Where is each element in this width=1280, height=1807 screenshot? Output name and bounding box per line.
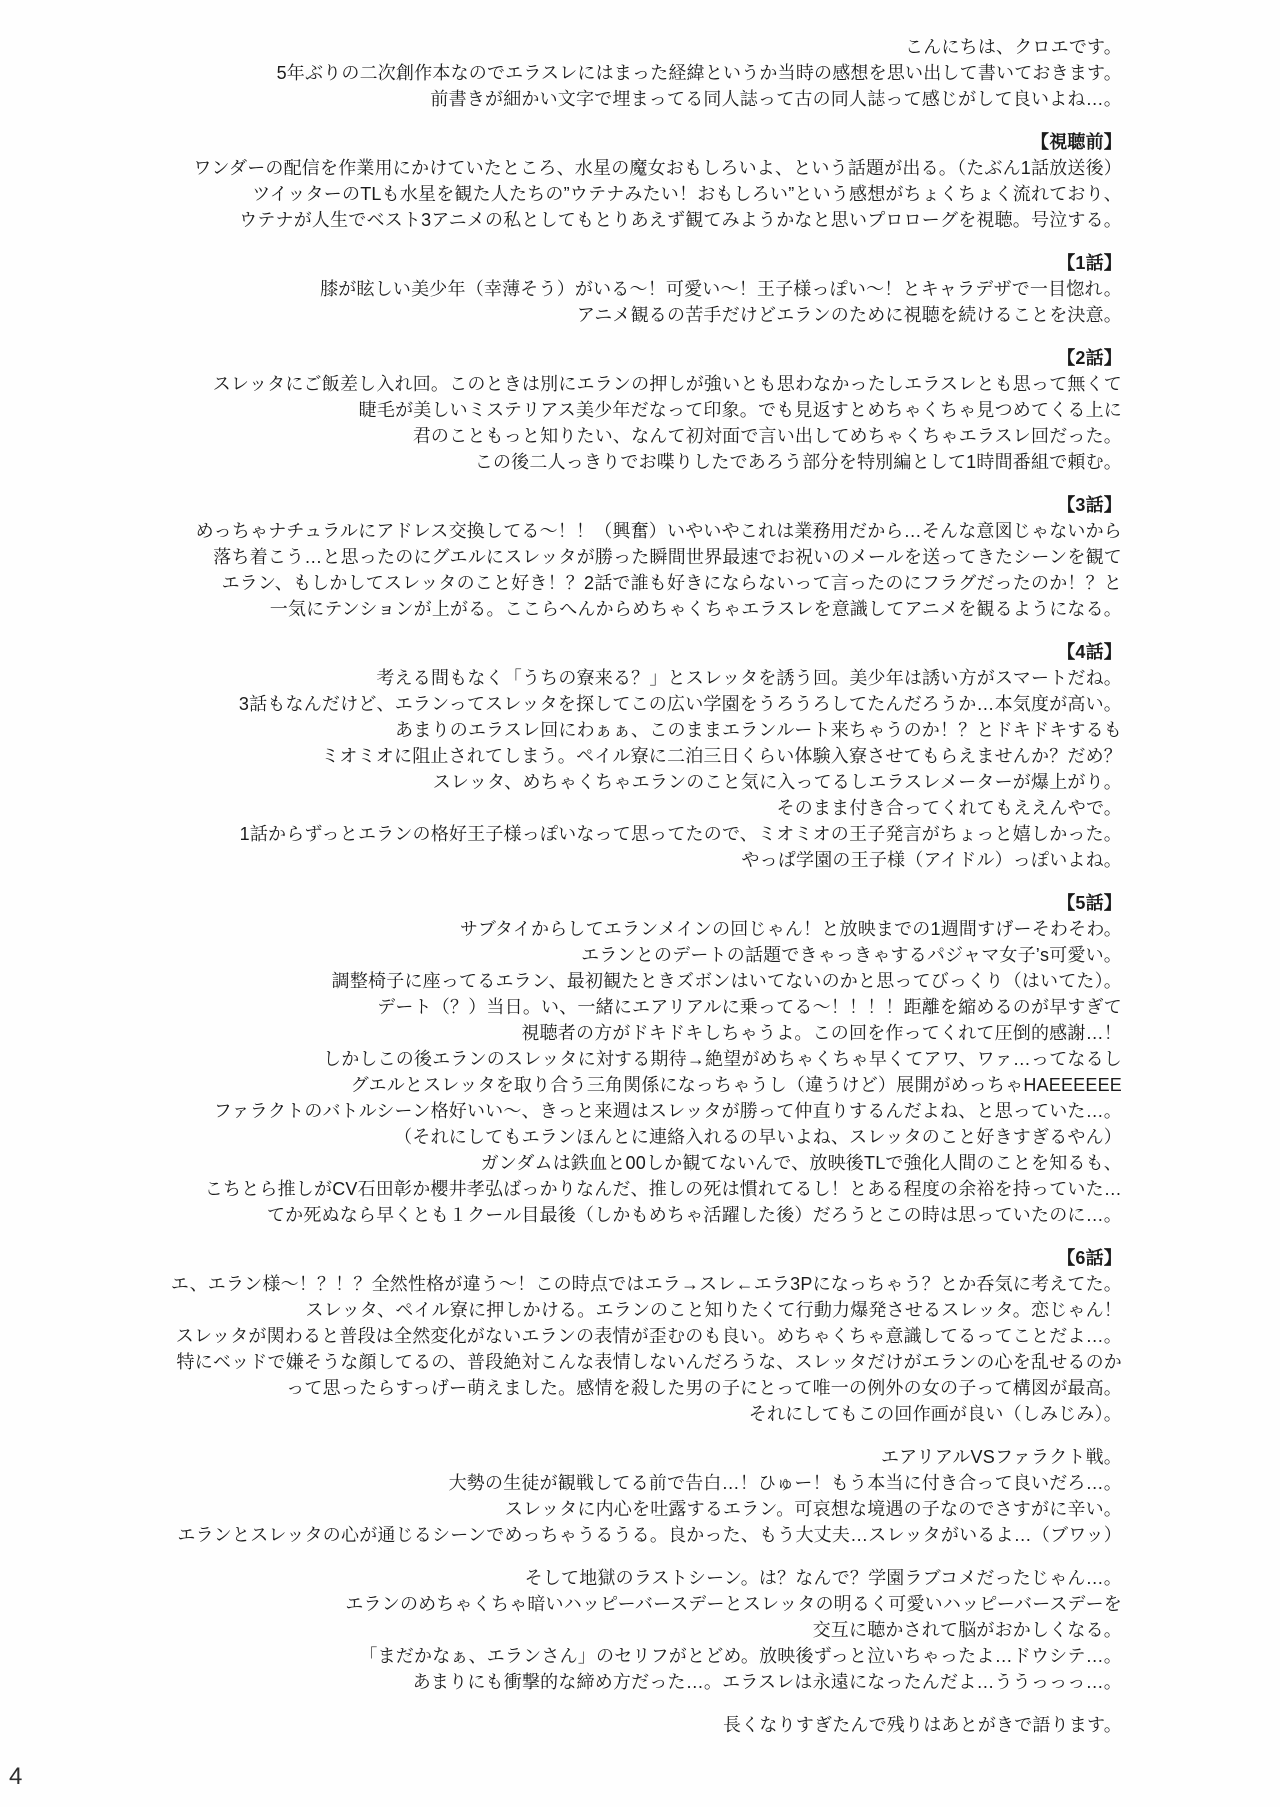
- text-line: 5年ぶりの二次創作本なのでエラスレにはまった経緯というか当時の感想を思い出して書いておきます。: [276, 63, 1122, 83]
- text-line: こちとら推しがCV石田彰か櫻井孝弘ばっかりなんだ、推しの死は慣れてるし！とある程度の余裕を持っていた…: [204, 1179, 1122, 1199]
- text-line: エ、エラン様〜！？！？全然性格が違う〜！この時点ではエラ→スレ←エラ3Pになっちゃう？とか呑気に考えてた。: [170, 1274, 1122, 1294]
- text-line: 前書きが細かい文字で埋まってる同人誌って古の同人誌って感じがして良いよね…。: [430, 89, 1122, 109]
- text-line: アニメ観るの苦手だけどエランのために視聴を続けることを決意。: [576, 305, 1122, 325]
- text-line: 特にベッドで嫌そうな顔してるの、普段絶対こんな表情しないんだろうな、スレッタだけがエランの心を乱せるのか: [176, 1352, 1122, 1372]
- text-line: てか死ぬなら早くとも１クール目最後（しかもめちゃ活躍した後）だろうとこの時は思っていたのに…。: [266, 1205, 1122, 1225]
- text-line: めっちゃナチュラルにアドレス交換してる〜！！（興奮）いやいやこれは業務用だから…そんな意図じゃないから: [195, 521, 1122, 541]
- text-line: ツイッターのTLも水星を観た人たちの”ウテナみたい！おもしろい”という感想がちょくちょく流れており、: [252, 184, 1122, 204]
- text-line: スレッタが関わると普段は全然変化がないエランの表情が歪むのも良い。めちゃくちゃ意識してるってことだよ…。: [175, 1326, 1122, 1346]
- paragraph: [150, 1565, 1122, 1695]
- paragraph: [150, 345, 1122, 475]
- text-line: スレッタ、めちゃくちゃエランのこと気に入ってるしエラスレメーターが爆上がり。: [432, 772, 1122, 792]
- text-line: この後二人っきりでお喋りしたであろう部分を特別編として1時間番組で頼む。: [474, 452, 1122, 472]
- text-line: 長くなりすぎたんで残りはあとがきで語ります。: [723, 1715, 1122, 1735]
- paragraph: [150, 890, 1122, 1228]
- text-line: 膝が眩しい美少年（幸薄そう）がいる〜！可愛い〜！王子様っぽい〜！とキャラデザで一目惚れ。: [320, 279, 1122, 299]
- text-line: そのまま付き合ってくれてもええんやで。: [776, 798, 1122, 818]
- text-line: 交互に聴かされて脳がおかしくなる。: [812, 1620, 1122, 1640]
- paragraph: [150, 1444, 1122, 1548]
- text-line: ファラクトのバトルシーン格好いい〜、きっと来週はスレッタが勝って仲直りするんだよね、と思っていた…。: [213, 1101, 1122, 1121]
- text-line: エランのめちゃくちゃ暗いハッピーバースデーとスレッタの明るく可愛いハッピーバースデーを: [345, 1594, 1122, 1614]
- text-line: そして地獄のラストシーン。は？なんで？学園ラブコメだったじゃん…。: [524, 1568, 1122, 1588]
- paragraph: [150, 639, 1122, 873]
- text-line: 睫毛が美しいミステリアス美少年だなって印象。でも見返すとめちゃくちゃ見つめてくる上に: [358, 400, 1122, 420]
- section-header: 【2話】: [1057, 348, 1122, 368]
- paragraph: [150, 1245, 1122, 1427]
- section-header: 【1話】: [1057, 253, 1122, 273]
- text-line: スレッタにご飯差し入れ回。このときは別にエランの押しが強いとも思わなかったしエラスレとも思って無くて: [212, 374, 1122, 394]
- text-line: ミオミオに阻止されてしまう。ペイル寮に二泊三日くらい体験入寮させてもらえませんか？だめ？: [321, 746, 1122, 766]
- text-line: サブタイからしてエランメインの回じゃん！と放映までの1週間すげーそわそわ。: [459, 919, 1122, 939]
- text-line: 3話もなんだけど、エランってスレッタを探してこの広い学園をうろうろしてたんだろうか…本気度が高い。: [238, 694, 1122, 714]
- page-number: 4: [9, 1763, 23, 1790]
- text-line: エランとのデートの話題できゃっきゃするパジャマ女子’s可愛い。: [581, 945, 1122, 965]
- section-header: 【6話】: [1057, 1248, 1122, 1268]
- text-line: 君のこともっと知りたい、なんて初対面で言い出してめちゃくちゃエラスレ回だった。: [412, 426, 1122, 446]
- text-line: 視聴者の方がドキドキしちゃうよ。この回を作ってくれて圧倒的感謝…！: [521, 1023, 1122, 1043]
- section-header: 【視聴前】: [1031, 132, 1122, 152]
- text-line: 一気にテンションが上がる。ここらへんからめちゃくちゃエラスレを意識してアニメを観るようになる。: [269, 599, 1122, 619]
- text-line: ガンダムは鉄血と00しか観てないんで、放映後TLで強化人間のことを知るも、: [480, 1153, 1122, 1173]
- text-line: しかしこの後エランのスレッタに対する期待→絶望がめちゃくちゃ早くてアワ、ワァ…ってなるし: [323, 1049, 1122, 1069]
- text-line: デート（？）当日。い、一緒にエアリアルに乗ってる〜！！！！距離を縮めるのが早すぎて: [377, 997, 1122, 1017]
- paragraph: [150, 1712, 1122, 1738]
- section-header: 【4話】: [1057, 642, 1122, 662]
- paragraph: [150, 34, 1122, 112]
- text-line: やっぱ学園の王子様（アイドル）っぽいよね。: [741, 850, 1122, 870]
- text-line: 落ち着こう…と思ったのにグエルにスレッタが勝った瞬間世界最速でお祝いのメールを送ってきたシーンを観て: [213, 547, 1122, 567]
- text-line: スレッタ、ペイル寮に押しかける。エランのこと知りたくて行動力爆発させるスレッタ。恋じゃん！: [305, 1300, 1122, 1320]
- text-line: スレッタに内心を吐露するエラン。可哀想な境遇の子なのでさすがに辛い。: [504, 1499, 1122, 1519]
- text-line: （それにしてもエランほんとに連絡入れるの早いよね、スレッタのこと好きすぎるやん）: [394, 1127, 1122, 1147]
- text-line: 調整椅子に座ってるエラン、最初観たときズボンはいてないのかと思ってびっくり（はいてた）。: [331, 971, 1122, 991]
- text-line: エアリアルVSファラクト戦。: [880, 1447, 1122, 1467]
- text-line: あまりのエラスレ回にわぁぁ、このままエランルート来ちゃうのか！？とドキドキするも: [395, 720, 1122, 740]
- text-line: 「まだかなぁ、エランさん」のセリフがとどめ。放映後ずっと泣いちゃったよ…ドウシテ…。: [359, 1646, 1122, 1666]
- section-header: 【5話】: [1057, 893, 1122, 913]
- text-line: 考える間もなく「うちの寮来る？」とスレッタを誘う回。美少年は誘い方がスマートだね。: [376, 668, 1122, 688]
- text-line: 大勢の生徒が観戦してる前で告白…！ひゅー！もう本当に付き合って良いだろ…。: [448, 1473, 1122, 1493]
- text-line: ワンダーの配信を作業用にかけていたところ、水星の魔女おもしろいよ、という話題が出る。（たぶん1話放送後）: [193, 158, 1122, 178]
- text-line: って思ったらすっげー萌えました。感情を殺した男の子にとって唯一の例外の女の子って構図が最高。: [286, 1378, 1122, 1398]
- text-line: あまりにも衝撃的な締め方だった…。エラスレは永遠になったんだよ…ううっっっ…。: [412, 1672, 1122, 1692]
- text-line: グエルとスレッタを取り合う三角関係になっちゃうし（違うけど）展開がめっちゃHAEEEEEE: [350, 1075, 1122, 1095]
- text-line: それにしてもこの回作画が良い（しみじみ）。: [748, 1404, 1122, 1424]
- text-line: こんにちは、クロエです。: [905, 37, 1122, 57]
- text-line: エランとスレッタの心が通じるシーンでめっちゃうるうる。良かった、もう大丈夫…スレッタがいるよ…（ブワッ）: [177, 1525, 1122, 1545]
- text-line: 1話からずっとエランの格好王子様っぽいなって思ってたので、ミオミオの王子発言がちょっと嬉しかった。: [239, 824, 1122, 844]
- paragraph: [150, 129, 1122, 233]
- text-line: ウテナが人生でベスト3アニメの私としてもとりあえず観てみようかなと思いプロローグを視聴。号泣する。: [239, 210, 1122, 230]
- section-header: 【3話】: [1057, 495, 1122, 515]
- paragraph: [150, 250, 1122, 328]
- paragraph: [150, 492, 1122, 622]
- text-line: エラン、もしかしてスレッタのこと好き！？2話で誰も好きにならないって言ったのにフラグだったのか！？と: [221, 573, 1122, 593]
- foreword-text-block: [150, 34, 1122, 1738]
